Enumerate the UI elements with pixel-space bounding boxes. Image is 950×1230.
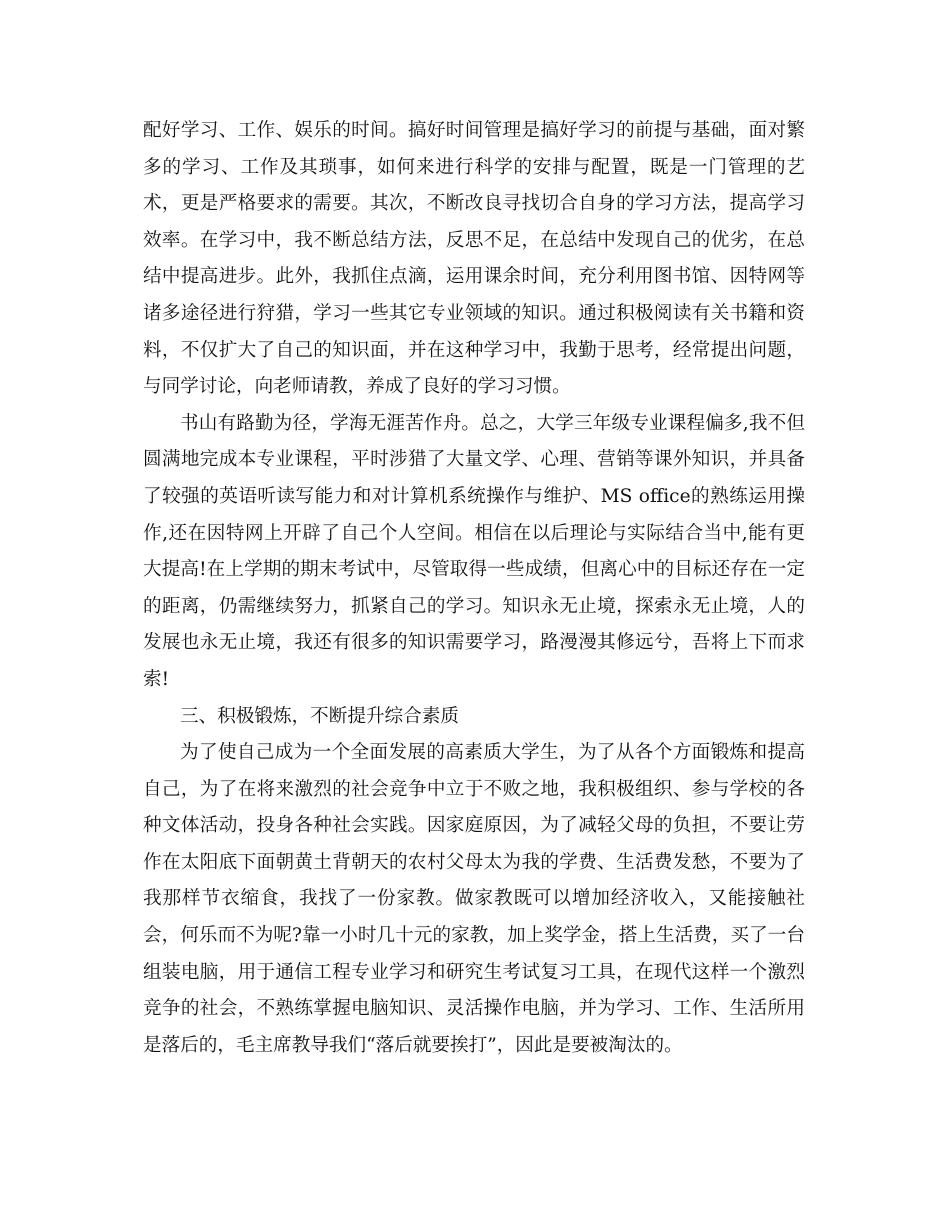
document-page bbox=[143, 113, 805, 1064]
paragraph-study-summary: 书山有路勤为径，学海无涯苦作舟。总之，大学三年级专业课程偏多,我不但圆满地完成本专业课程，平时涉猎了大量文学、心理、营销等课外知识，并具备了较强的英语听读写能力和对计算机系统操作与维护、MS office的熟练运用操作,还在因特网上开辟了自己个人空间。相信在以后理论与实际结合当中,能有更大提高!在上学期的期末考试中，尽管取得一些成绩，但离心中的目标还存在一定的距离，仍需继续努力，抓紧自己的学习。知识永无止境，探索永无止境，人的发展也永无止境，我还有很多的知识需要学习，路漫漫其修远兮，吾将上下而求索! bbox=[143, 412, 805, 690]
paragraph-time-management: 配好学习、工作、娱乐的时间。搞好时间管理是搞好学习的前提与基础，面对繁多的学习、工作及其琐事，如何来进行科学的安排与配置，既是一门管理的艺术，更是严格要求的需要。其次，不断改良寻找切合自身的学习方法，提高学习效率。在学习中，我不断总结方法，反思不足，在总结中发现自己的优劣，在总结中提高进步。此外，我抓住点滴，运用课余时间，充分利用图书馆、因特网等诸多途径进行狩猎，学习一些其它专业领域的知识。通过积极阅读有关书籍和资料，不仅扩大了自己的知识面，并在这种学习中，我勤于思考，经常提出问题，与同学讨论，向老师请教，养成了良好的学习习惯。 bbox=[143, 120, 805, 398]
paragraph-comprehensive-quality: 为了使自己成为一个全面发展的高素质大学生，为了从各个方面锻炼和提高自己，为了在将来激烈的社会竞争中立于不败之地，我积极组织、参与学校的各种文体活动，投身各种社会实践。因家庭原因，为了减轻父母的负担，不要让劳作在太阳底下面朝黄土背朝天的农村父母太为我的学费、生活费发愁，不要为了我那样节衣缩食，我找了一份家教。做家教既可以增加经济收入，又能接触社会，何乐而不为呢?靠一小时几十元的家教，加上奖学金，搭上生活费，买了一台组装电脑，用于通信工程专业学习和研究生考试复习工具，在现代这样一个激烈竞争的社会，不熟练掌握电脑知识、灵活操作电脑，并为学习、工作、生活所用是落后的，毛主席教导我们“落后就要挨打”，因此是要被淘汰的。 bbox=[143, 742, 805, 1056]
section-heading: 三、积极锻炼，不断提升综合素质 bbox=[180, 705, 459, 727]
